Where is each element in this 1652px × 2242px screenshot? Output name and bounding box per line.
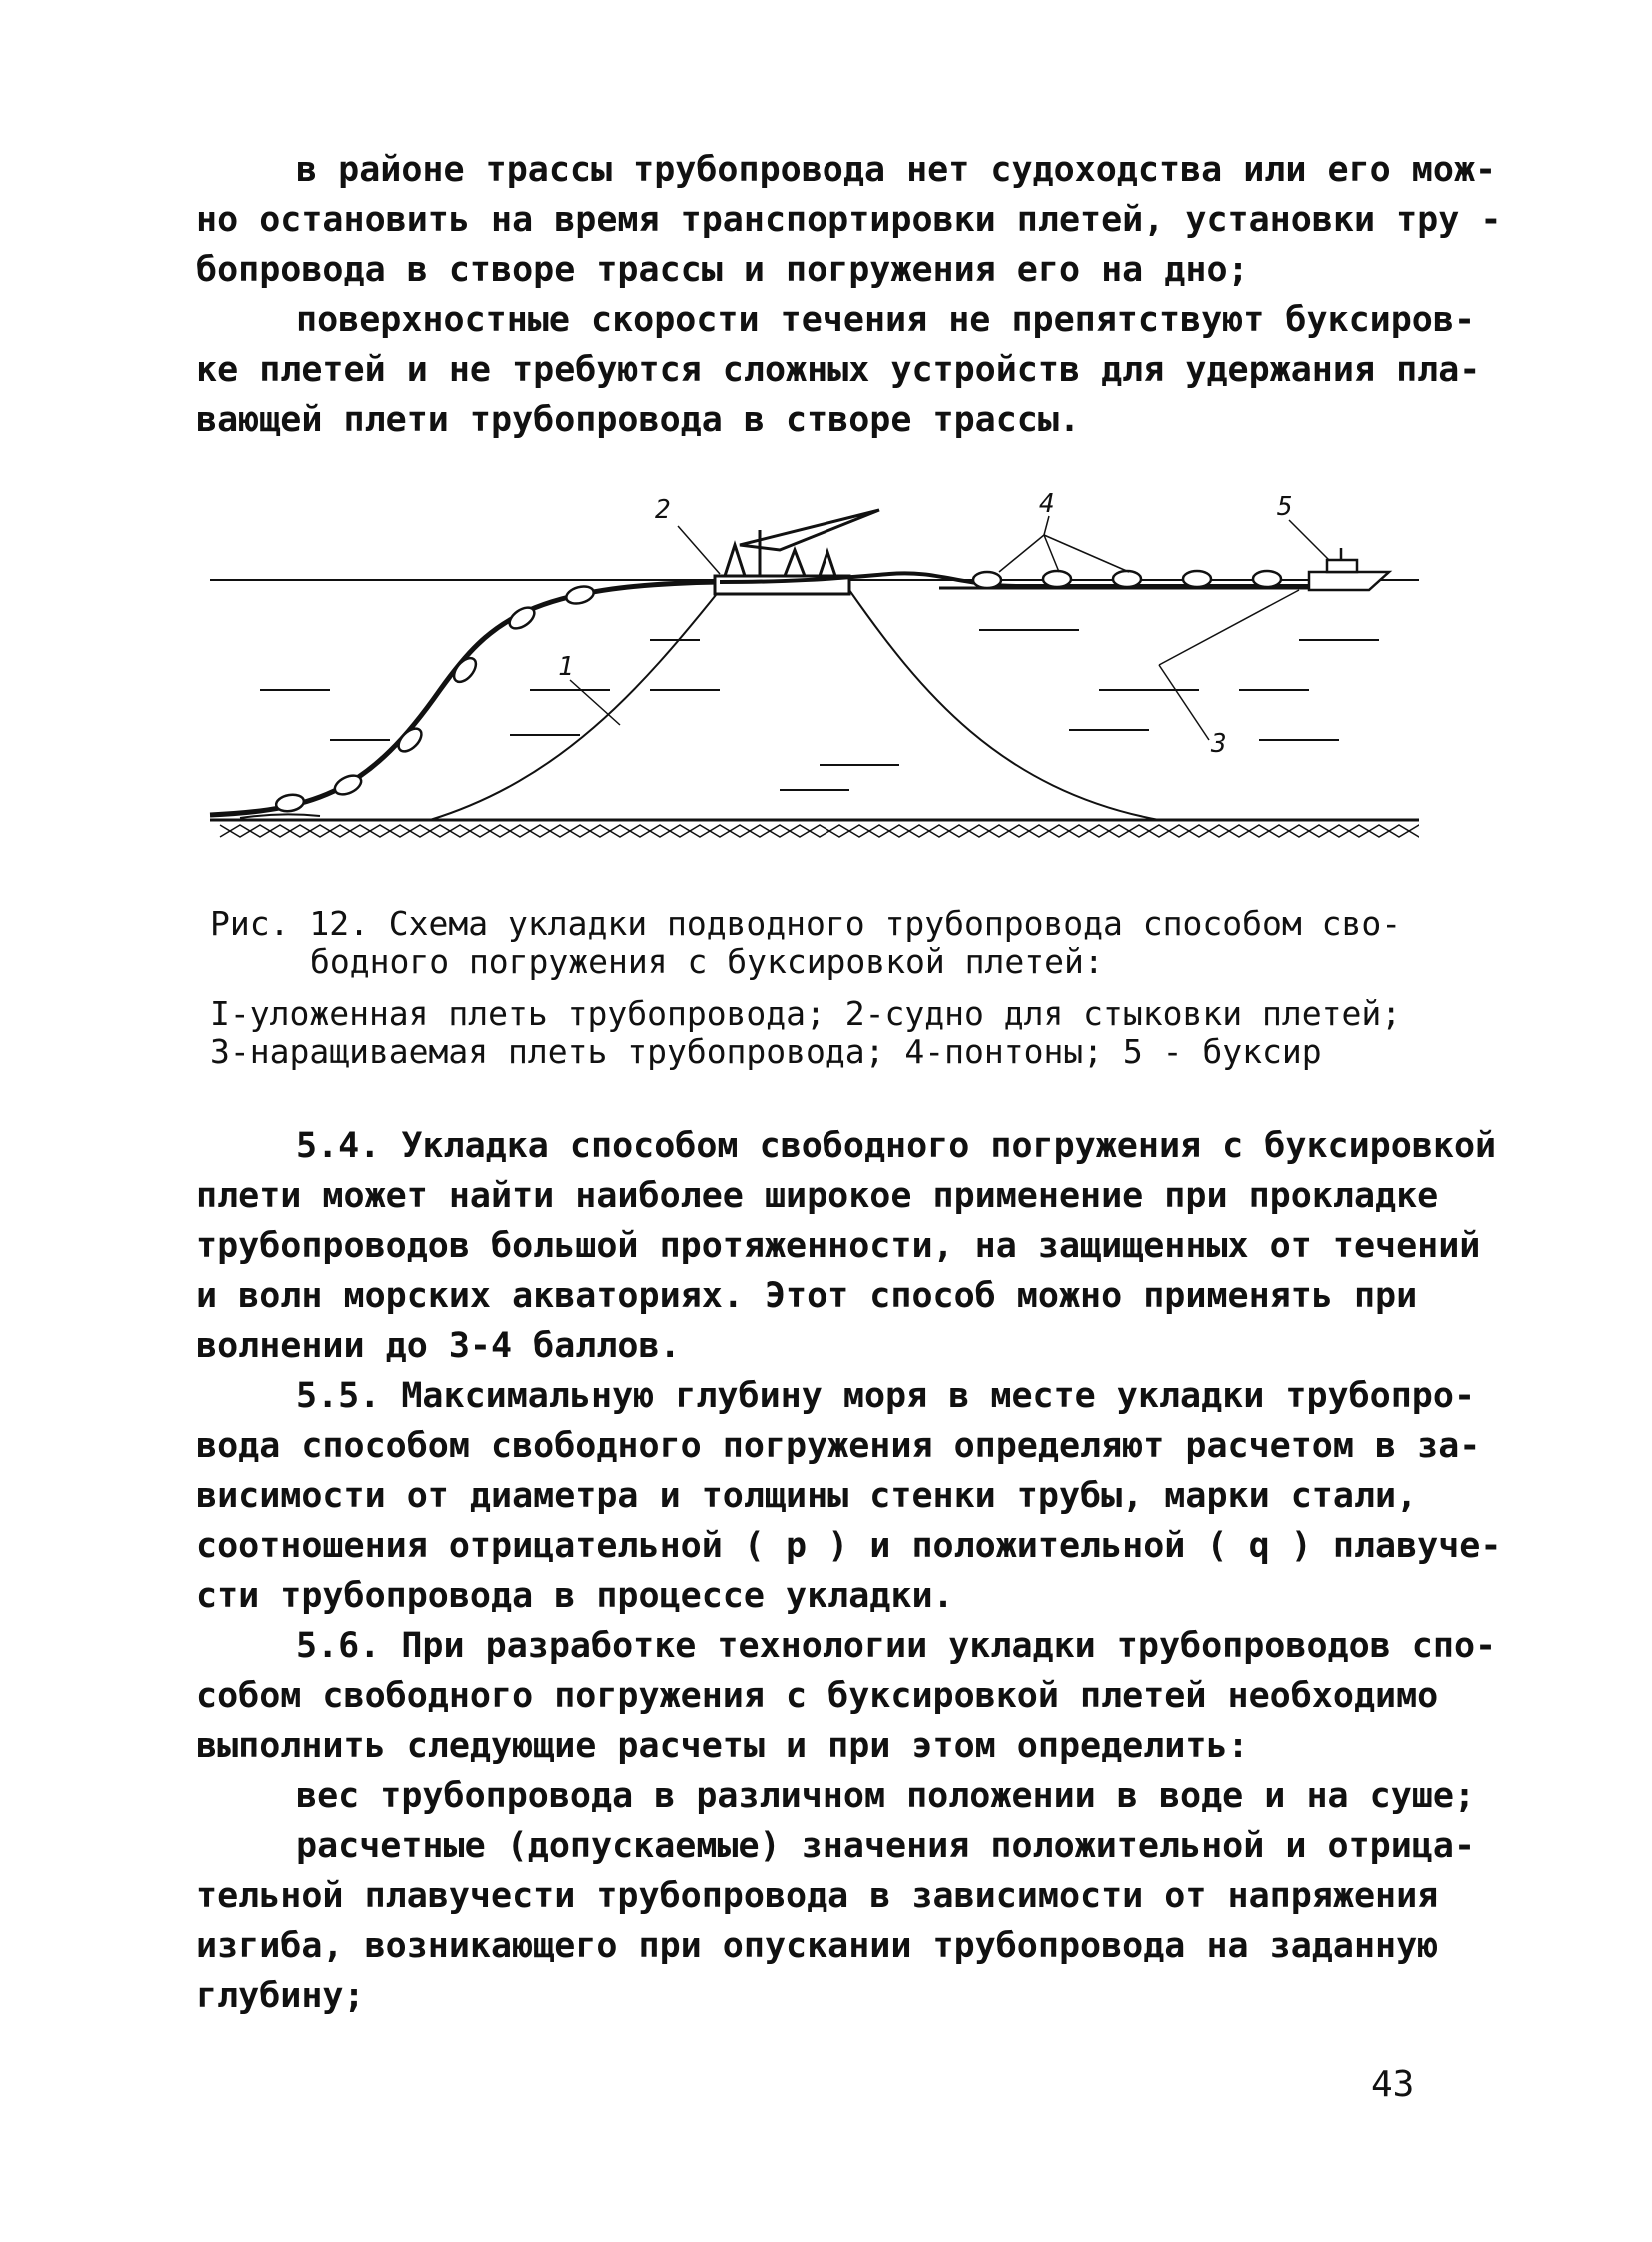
text-line: трубопроводов большой протяженности, на защищенных от течений bbox=[196, 1226, 1481, 1266]
text-line: поверхностные скорости течения не препятствуют буксиров- bbox=[296, 300, 1476, 340]
text-line: вода способом свободного погружения определяют расчетом в за- bbox=[196, 1426, 1481, 1466]
text-line: 5.4. Укладка способом свободного погружения с буксировкой bbox=[296, 1126, 1497, 1166]
text-line: висимости от диаметра и толщины стенки трубы, марки стали, bbox=[196, 1476, 1418, 1516]
text-line: и волн морских акваториях. Этот способ можно применять при bbox=[196, 1276, 1418, 1316]
figure-caption bbox=[210, 905, 1439, 981]
paragraph-5-5 bbox=[196, 1371, 1502, 1621]
text-line: соотношения отрицательной ( р ) и положительной ( q ) плавуче- bbox=[196, 1526, 1502, 1566]
label-4: 4 bbox=[1039, 490, 1055, 519]
text-line: собом свободного погружения с буксировкой плетей необходимо bbox=[196, 1676, 1439, 1716]
text-line: выполнить следующие расчеты и при этом определить: bbox=[196, 1726, 1249, 1766]
label-5: 5 bbox=[1277, 492, 1293, 522]
label-3: 3 bbox=[1211, 729, 1227, 759]
text-line: тельной плавучести трубопровода в зависимости от напряжения bbox=[196, 1876, 1439, 1916]
text-line: 5.6. При разработке технологии укладки трубопроводов спо- bbox=[296, 1626, 1497, 1666]
text-line: бопровода в створе трассы и погружения его на дно; bbox=[196, 250, 1249, 290]
text-line: вес трубопровода в различном положении в воде и на суше; bbox=[296, 1776, 1476, 1816]
laid-pipeline bbox=[210, 582, 720, 815]
sag-curve-left bbox=[430, 590, 720, 820]
legend-line: 3-наращиваемая плеть трубопровода; 4-понтоны; 5 - буксир bbox=[210, 1032, 1322, 1071]
text-line: 5.5. Максимальную глубину моря в месте укладки трубопро- bbox=[296, 1376, 1476, 1416]
caption-line: бодного погружения с буксировкой плетей: bbox=[310, 942, 1104, 981]
pipeline-laying-diagram bbox=[200, 490, 1419, 870]
paragraph-2 bbox=[196, 295, 1481, 445]
text-line: глубину; bbox=[196, 1976, 365, 2016]
top-text bbox=[196, 145, 1502, 445]
label-2: 2 bbox=[655, 495, 671, 525]
page-number: 43 bbox=[1371, 2064, 1415, 2105]
bottom-text bbox=[196, 1121, 1502, 2021]
sag-curve-right bbox=[849, 590, 1159, 820]
paragraph-weight bbox=[196, 1771, 1476, 1821]
label-1: 1 bbox=[558, 652, 574, 682]
text-line: расчетные (допускаемые) значения положительной и отрица- bbox=[296, 1826, 1476, 1866]
paragraph-1 bbox=[196, 145, 1502, 295]
tug-boat bbox=[1309, 548, 1389, 590]
legend-line: I-уложенная плеть трубопровода; 2-судно для стыковки плетей; bbox=[210, 994, 1402, 1033]
paragraph-5-6 bbox=[196, 1621, 1497, 1771]
paragraph-buoyancy bbox=[196, 1821, 1476, 2021]
leader-lines bbox=[570, 516, 1329, 740]
text-line: сти трубопровода в процессе укладки. bbox=[196, 1576, 954, 1616]
text-line: вающей плети трубопровода в створе трассы. bbox=[196, 400, 1081, 440]
text-line: изгиба, возникающего при опускании трубопровода на заданную bbox=[196, 1926, 1439, 1966]
paragraph-5-4 bbox=[196, 1121, 1497, 1371]
text-line: плети может найти наиболее широкое применение при прокладке bbox=[196, 1176, 1439, 1216]
caption-line: Рис. 12. Схема укладки подводного трубопровода способом сво- bbox=[210, 904, 1402, 943]
figure-legend bbox=[210, 995, 1439, 1071]
text-line: волнении до 3-4 баллов. bbox=[196, 1326, 681, 1366]
text-line: в районе трассы трубопровода нет судоходства или его мож- bbox=[296, 150, 1497, 190]
seabed-hatching bbox=[220, 825, 1419, 837]
text-line: ке плетей и не требуются сложных устройств для удержания пла- bbox=[196, 350, 1481, 390]
text-line: но остановить на время транспортировки плетей, установки тру - bbox=[196, 200, 1502, 240]
